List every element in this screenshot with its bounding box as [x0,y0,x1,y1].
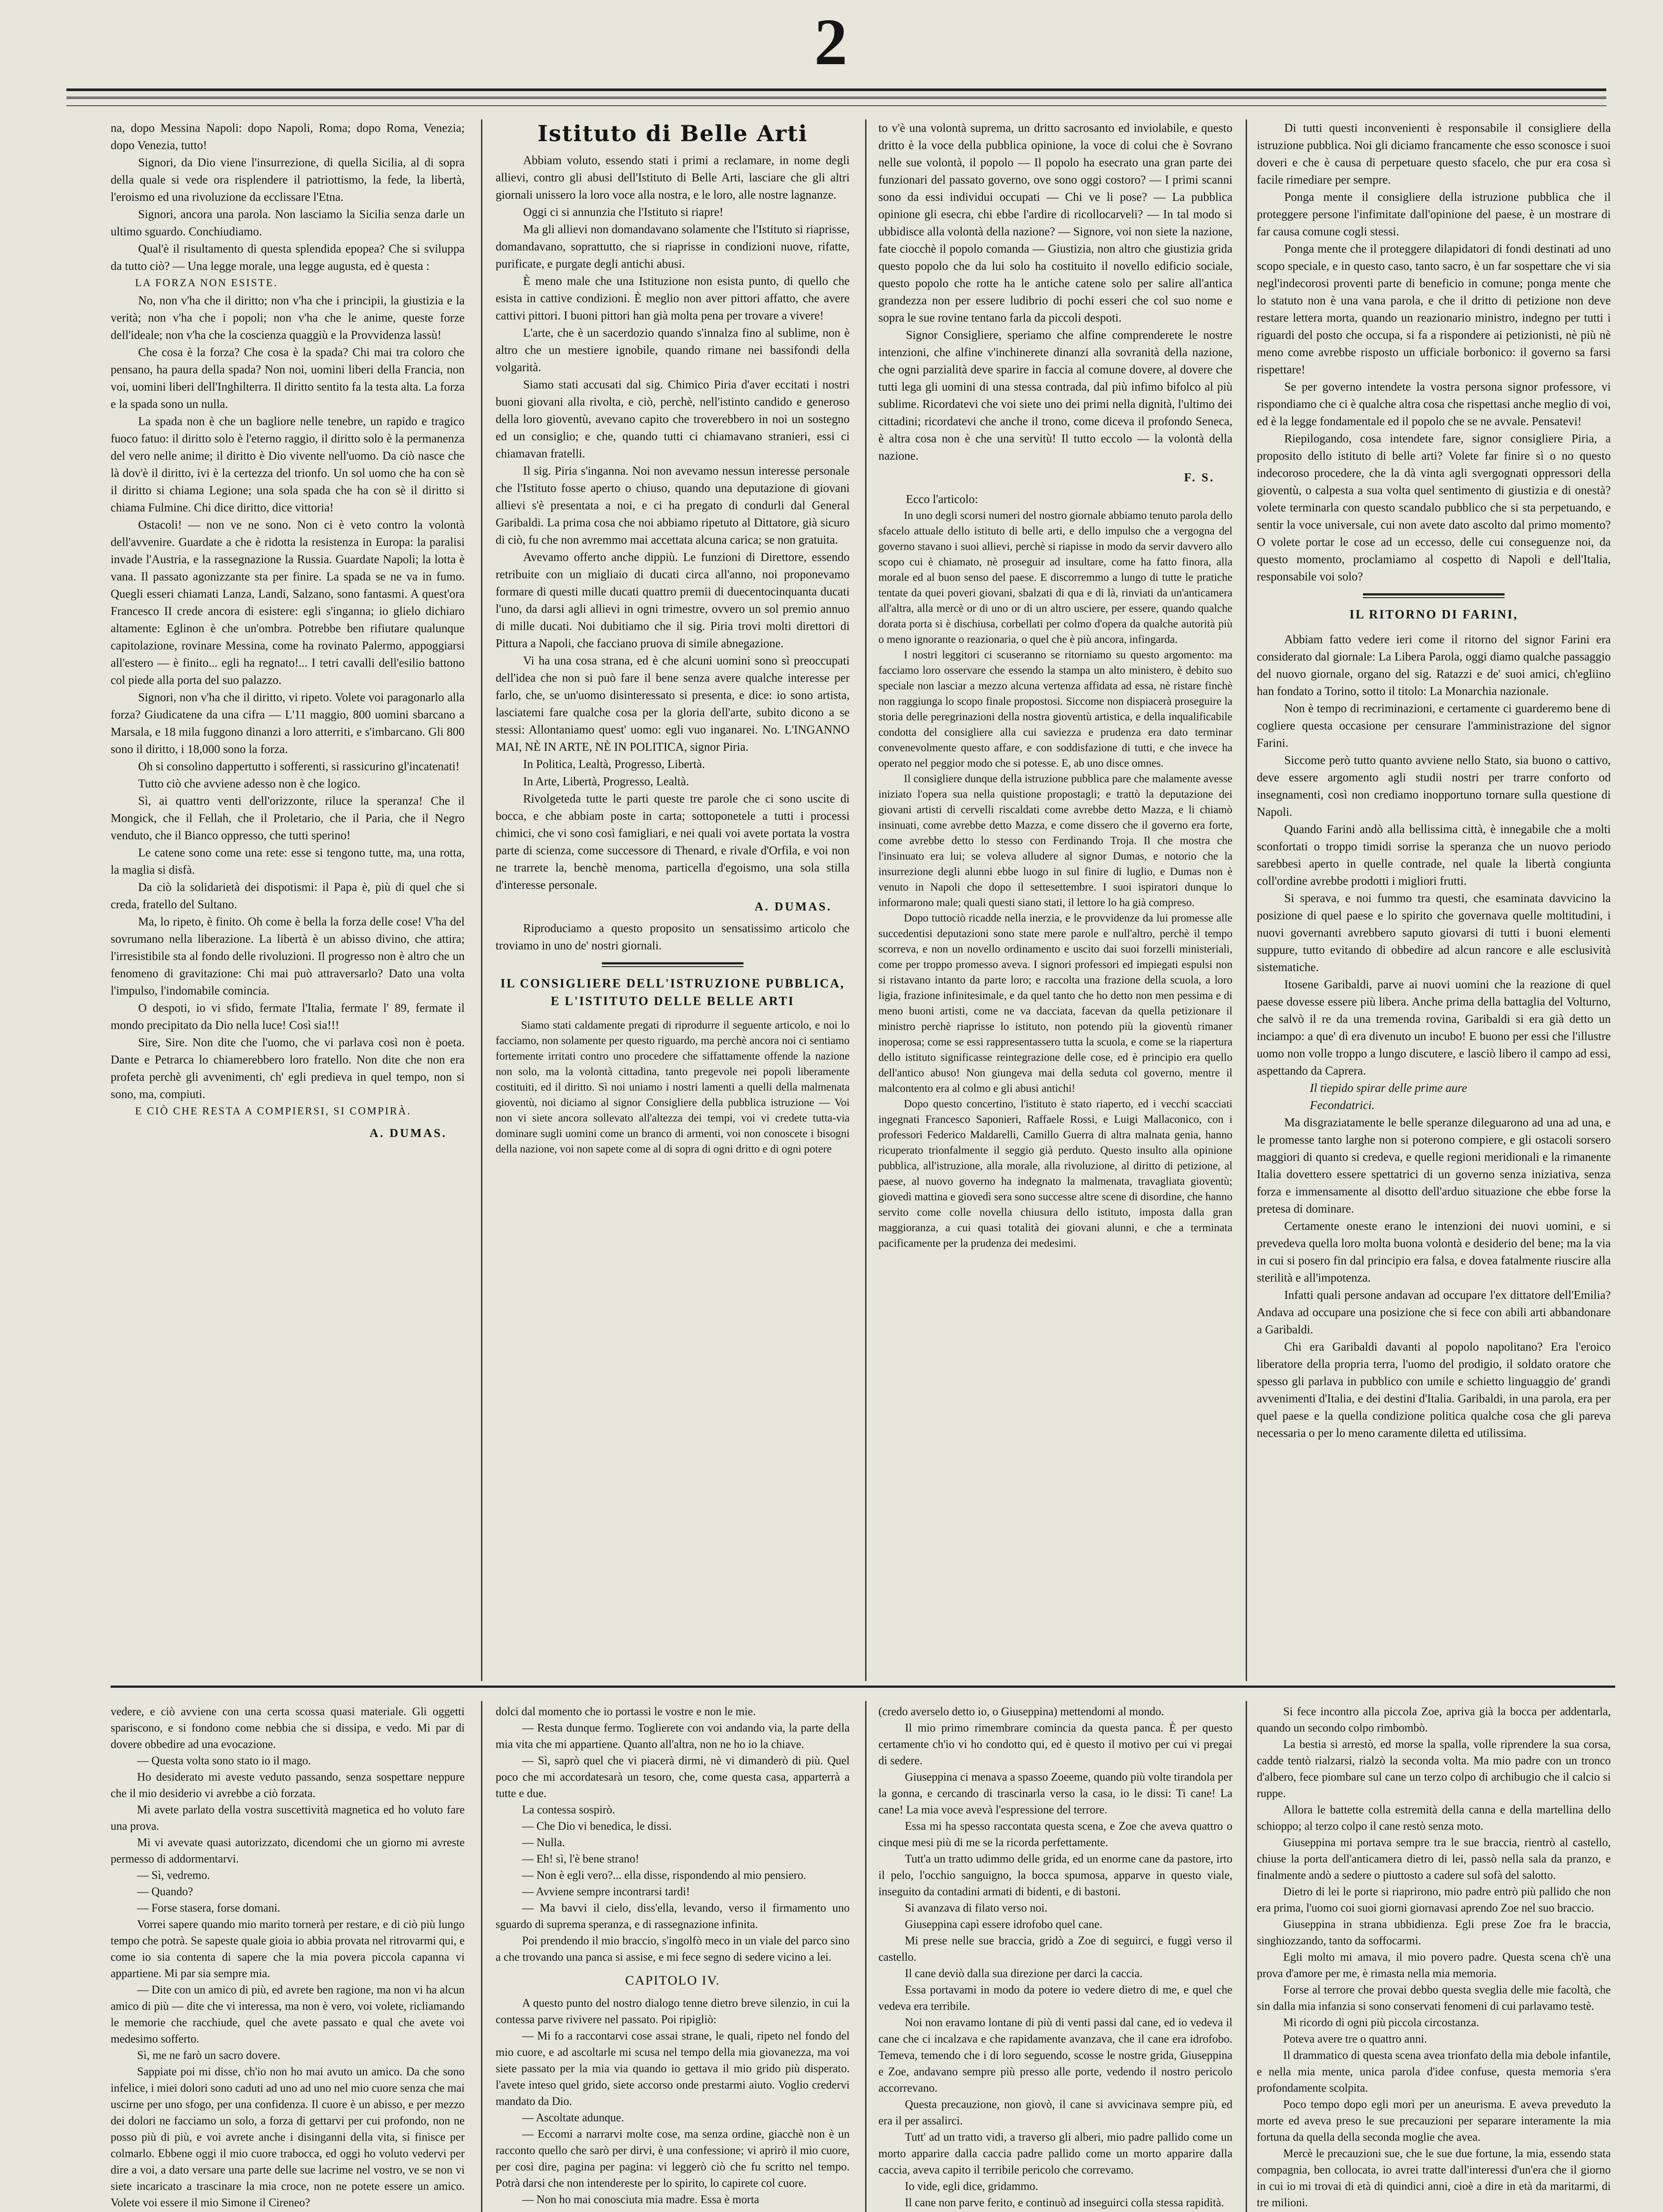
paragraph: Avevamo offerto anche dippiù. Le funzioni di Direttore, essendo retribuite con un migliaio di ducati circa all'anno, noi proponevamo formare di questi mille ducati quattro premii di duecentocinquanta ducati l'uno, da darsi agli allievi in ogni trimestre, ovvero un sol premio annuo di mille ducati. Noi dubitiamo che il sig. Piria trovi molti direttori di Pittura a Napoli, che facciano pruova di simile abnegazione. [496,550,850,650]
paragraph: Ma gli allievi non domandavano solamente che l'Istituto si riaprisse, domandavano, soprattutto, che si riaprisse in condizioni nuove, rifatte, purificate, e purgate degli antichi abusi. [496,223,850,270]
paragraph: Qual'è il risultamento di questa splendida epopea? Che si sviluppa da tutto ciò? — Una legge morale, una legge augusta, ed è questa : [111,242,465,273]
paragraph: Sì, me ne farò un sacro dovere. [137,2049,281,2062]
paragraph: Sappiate poi mi disse, ch'io non ho mai avuto un amico. Da che sono infelice, i miei dolori sono caduti ad uno ad uno nel mio cuore senza che mai uscirne per uno sfogo, per una confidenza. Il cuore è un abisso, e per mezzo dei dolori ne facciamo un solo, a forza di gettarvi per cui profondo, non ne posso più di più, e voi avrete anche i disinganni della vita, si finisce per colmarlo. Ebbene oggi il mio cuore trabocca, ed oggi ho voluto vedervi per dire a voi, a dato versare una parte delle sue lacrime nel vostro, ve se non vi siete incaricato a trascinare la mia croce, non ne potete essere un amico. Volete voi essere il mio Simone il Cireneo? [111,2065,465,2209]
feuilleton [0,1694,1663,2212]
paragraph: Di tutti questi inconvenienti è responsabile il consigliere della istruzione pubblica. Noi gli diciamo francamente che esso sconosce i suoi doveri e che è causa di perpetuare questo sfacelo, che pur era cosa sì facile rimediare per sempre. [1257,121,1611,186]
paragraph: Giuseppina mi portava sempre tra le sue braccia, rientrò al castello, chiuse la porta dell'anticamera dietro di lei, passò nella sala da pranzo, e finalmente andò a sedere o piuttosto a cadere sul sofà del salotto. [1257,1836,1611,1882]
chapter-heading: CAPITOLO IV. [625,1973,720,1988]
paragraph: — Sì, saprò quel che vi piacerà dirmi, nè vi dimanderò di più. Quel poco che mi accordatesarà un tesoro, che, come questa casa, apparterrà a tutte e due. [496,1754,850,1800]
paragraph: Quando Farini andò alla bellissima città, è innegabile che a molti sconfortati o troppo timidi sorrise la speranza che un nuovo periodo sarebbesi aperto in quelle contrade, nel quale la libertà congiunta coll'ordine avrebbe prodotti i migliori frutti. [1257,822,1611,887]
verse-line: Il tiepido spirar delle prime aure [1310,1081,1467,1094]
column-rule [481,119,482,1681]
paragraph: Siamo stati caldamente pregati di riprodurre il seguente articolo, e noi lo facciamo, non solamente per questo riguardo, ma perchè ancora noi ci sentiamo fortemente irritati contro uno procedere che siffattamente offende la nazione non solo, ma la volontà cittadina, tanto pregevole nei popoli liberamente costituiti, ed il diritto. Sì noi uniamo i nostri lamenti a quelli della malmenata gioventù, noi diciamo al signor Consigliere della pubblica istruzione — Voi non vi siete ancora sollevato all'altezza dei tempi, voi vi credete tutta-via dominare sugli uomini come un branco di armenti, voi non conoscete i bisogni della nazione, voi non sapete come al di sopra di ogni dritto e di ogni potere [496,1019,850,1155]
paragraph: Il consigliere dunque della istruzione pubblica pare che malamente avesse iniziato l'opera sua nella quistione propostagli; e trattò la deputazione dei giovani artisti di cervelli riscaldati come avrebbe detto Mazza, e li chiamò insinuati, come avrebbe detto Mazza, e come dissero che il governo era forte, come avrebbe detto lo stesso con Ferdinando Troja. Il che mostra che l'insinuato era lui; se voleva alludere al signor Dumas, e notorio che la insurrezione degli alunni ebbe luogo in sul finire di luglio, e Dumas non è venuto in Napoli che dopo il settesettembre. I suoi ispiratori dunque lo informarono male; quali questi siano stati, il lettore lo ha già compreso. [878,773,1232,909]
paragraph: Il cane deviò dalla sua direzione per darci la caccia. [905,1967,1143,1980]
intro-line: Ecco l'articolo: [906,492,978,506]
column-rule [865,119,866,1681]
paragraph: Signori, non v'ha che il diritto, vi ripeto. Volete voi paragonarlo alla forza? Giudicatene da una cifra — L'11 maggio, 800 uomini sbarcano a Marsala, e 18 mila fuggono dinanzi a loro atterriti, e s'imbarcano. Gli 800 sono il diritto, i 18,000 sono la forza. [111,691,465,756]
paragraph: Da ciò la solidarietà dei dispotismi: il Papa è, più di quel che si creda, fratello del Sultano. [111,880,465,911]
paragraph: Abbiam voluto, essendo stati i primi a reclamare, in nome degli allievi, contro gli abusi dell'Istituto di Belle Arti, lasciare che gli altri giornali unissero la loro voce alla nostra, e le loro, alle nostre lagnanze. [496,154,850,201]
paragraph: Sire, Sire. Non dite che l'uomo, che vi parlava così non è poeta. Dante e Petrarca lo chiamerebbero loro fratello. Non dite che non era profeta perchè gli avvenimenti, ch' egli predieva in quel tempo, non si sono, ma, compiuti. [111,1036,465,1101]
paragraph: — Ma bavvi il cielo, diss'ella, levando, verso il firmamento uno sguardo di suprema speranza, e di rassegnazione infinita. [496,1901,850,1931]
paragraph: — Mi fo a raccontarvi cose assai strane, le quali, ripeto nel fondo del mio cuore, e ad ascoltarle mi scusa nel tempo della mia giovanezza, ma voi siete passato per la mia via quando io gettava il mio grido più disperato. l'avete inteso quel grido, siete accorso onde prestarmi aiuto. Voglio credervi mandato da Dio. [496,2029,850,2108]
paragraph: Dopo tuttociò ricadde nella inerzia, e le provvidenze da lui promesse alle succedentisi deputazioni sono state mere parole e null'altro, perchè il tempo scorreva, e non un novello ordinamento e uscito dai suoi forzelli ministeriali, come per troppo promesso aveva. I signori professori ed impiegati espulsi non si ristavano intanto da parte loro; e raccolta una frazione della scuola, a loro ligia, frazione infinitesimale, e da quel tanto che ho detto non men pessima e di meno buoni artisti, come ne va dacciata, facevan da quella petizionare il ministro perchè riaprisse lo istituto, non potendo più la gioventù rimaner inoperosa; come se essi rappresentassero tutta la scuola, e come se la riapertura dello istituto significasse reintegrazione delle cose, ed è principio era quello dell'antico abuso! Non giungeva mai della seduta col governo, mentre il malcontento era al colmo e gli abusi antichi! [878,912,1232,1094]
paragraph: Si sperava, e noi fummo tra questi, che esaminata davvicino la posizione di quel paese e lo spirito che governava quelle moltitudini, i nuovi governanti avrebbero saputo giovarsi di tutti i buoni elementi suppure, tutto evitando di obbedire ad alcun rancore e alle esclusività sistematiche. [1257,891,1611,974]
headline-istituto: Istituto di Belle Arti [537,120,808,146]
paragraph: Signori, ancora una parola. Non lasciamo la Sicilia senza darle un ultimo sguardo. Conchiudiamo. [111,207,465,238]
paragraph: La bestia si arrestò, ed morse la spalla, volle riprendere la sua corsa, cadde tentò rialzarsi, rialzò la seconda volta. Ma mio padre con un tronco d'albero, fece piombare sul cane un terzo colpo di archibugio che il calcio si ruppe. [1257,1738,1611,1800]
paragraph: — Forse stasera, forse domani. [137,1901,281,1914]
feuilleton-column-4 [1257,1703,1611,2212]
masthead-rule [66,88,1606,106]
paragraph: I nostri leggitori ci scuseranno se ritorniamo su questo argomento: ma facciamo loro osservare che essendo la stampa un alto ministero, è debito suo speciale non lasciar a mezzo alcuna vertenza affidata ad essa, nè ristare finchè non raggiunga lo scopo finale propostosi. Siccome non dispiacerà proseguire la storia delle peregrinazioni della nostra gioventù artistica, e della inqualificabile condotta del consigliere alla cui saviezza e prudenza era dato terminar convenevolmente questo affare, e con soddisfazione di tutti, e che invece ha operato nel peggior modo che si potesse. E, ab uno disce omnes. [878,649,1232,769]
paragraph: Tutto ciò che avviene adesso non è che logico. [138,777,361,790]
paragraph: Mi prese nelle sue braccia, gridò a Zoe di seguirci, e fuggì verso il castello. [878,1934,1232,1963]
paragraph: Il mio primo rimembrare comincia da questa panca. È per questo certamente ch'io vi ho condotto qui, ed è questo il motivo per cui vi pregai di sedere. [878,1721,1232,1767]
paragraph: Oggi ci si annunzia che l'Istituto si riapre! [523,205,724,219]
paragraph: Si fece incontro alla piccola Zoe, apriva già la bocca per addentarla, quando un secondo colpo rimbombò. [1257,1705,1611,1734]
paragraph: Il drammatico di questa scena avea trionfato della mia debole infantile, e nella mia mente, unica parola d'idee confuse, questa memoria s'era profondamente scolpita. [1257,2049,1611,2094]
feuilleton-column-1 [111,1703,465,2212]
paragraph: Vi ha una cosa strana, ed è che alcuni uomini sono sì preoccupati dell'idea che non si può fare il bene senza avere qualche interesse per farlo, che, se un'uomo disinteressato si presenta, e dice: io sono artista, lasciatemi fare qualche cosa per la gloria dell'arte, subito dicono a se stessi: Allontaniamo quest' uomo: egli vuo inganarei. No. L'INGANNO MAI, NÈ IN ARTE, NÈ IN POLITICA, signor Piria. [496,654,850,753]
paragraph: Infatti quali persone andavan ad occupare l'ex dittatore dell'Emilia? Andava ad occupare una posizione che si fece con abili arti abbandonare a Garibaldi. [1257,1288,1611,1336]
paragraph: Chi era Garibaldi davanti al popolo napolitano? Era l'eroico liberatore della propria terra, l'uomo del prodigio, il soldato oratore che spesso gli parlava in pubblico con umile e schietto linguaggio de' grandi avvenimenti d'Italia, e dei destini d'Italia. Garibaldi, in una parola, era per quel paese e la quella condizione politica qualche cosa che gli pareva necessaria o per lo meno caramente diletta ed utilissima. [1257,1340,1611,1440]
paragraph: Sì, ai quattro venti dell'orizzonte, riluce la speranza! Che il Mongick, che il Fellah, che il Proletario, che il Paria, che il Negro venduto, che il Bianco oppresso, che tutti sperino! [111,794,465,842]
paragraph: Ostacoli! — non ve ne sono. Non ci è veto contro la volontà dell'avvenire. Guardate a che è ridotta la resistenza in Europa: la paralisi invade l'Austria, e la rassegnazione la Russia. Guardate Napoli; la lotta è vana. Il passato agonizzante sta per finire. La spada se ne va in fumo. Quegli esseri chiamati Lanza, Landi, Salzano, sono fantasmi. A quest'ora Francesco II crede ancora di esistere: egli s'inganna; io glielo dichiaro altamente: Eglinon è che un'ombra. Potrebbe ben rifiutare qualunque capitolazione, rovinare Messina, come ha rovinato Palermo, appoggiarsi all'estero — è finito... egli ha regnato!... I tetri cavalli dell'esilio battono col piede alla porta del suo palazzo. [111,518,465,687]
section-title: IL CONSIGLIERE DELL'ISTRUZIONE PUBBLICA, E L'ISTITUTO DELLE BELLE ARTI [500,977,845,1008]
paragraph: È meno male che una Istituzione non esista punto, di quello che esista in cattive condizioni. È meglio non aver pittori affatto, che avere cattivi pittori. I buoni pittori han già molta pena per trovare a vivere! [496,274,850,322]
paragraph: — Questa volta sono stato io il mago. [137,1754,311,1767]
paragraph: Mi vi avevate quasi autorizzato, dicendomi che un giorno mi avreste permesso di addormentarvi. [111,1836,465,1865]
paragraph: to v'è una volontà suprema, un dritto sacrosanto ed inviolabile, e questo dritto è la voce della pubblica opinione, la voce di colui che è Sovrano nelle sue volontà, il popolo — Il popolo ha esecrato una gran parte dei funzionari del passato governo, ove sono oggi costoro? — I primi scanni sono da essi individui occupati — Chi ve li pose? — La pubblica opinione gli esecra, chi ebbe l'ardire di ricollocarveli? — In tal modo si ubbidisce alla volontà della nazione? — Signore, voi non siete la nazione, fate ciocchè il popolo comanda — Giustizia, non altro che giustizia grida questo popolo che da lui solo ha costituito il novello edificio sociale, questo popolo che rotte ha le antiche catene solo per salire all'antica grandezza non per essere ludibrio di pochi esseri che col suo nome e sopra le sue rovine tentano farla da piccoli despoti. [878,121,1232,324]
paragraph: Dietro di lei le porte si riaprirono, mio padre entrò più pallido che non era prima, l'uomo coi suoi giorni giornavasi aprendo Zoe nel suo braccio. [1257,1885,1611,1914]
paragraph: L'arte, che è un sacerdozio quando s'innalza fino al sublime, non è altro che un mestiere ignobile, quando rimane nei bassifondi della volgarità. [496,326,850,374]
paragraph: — Dite con un amico di più, ed avrete ben ragione, ma non vi ha alcun amico di più — dite che vi interessa, ma non è vero, voi volete, ricliamando le memorie che racchiude, quel che avete passato e qual che avete voi medesimo sofferto. [111,1983,465,2045]
paragraph: Giuseppina in strana ubbidienza. Egli prese Zoe fra le braccia, singhiozzando, tanto da soffocarmi. [1257,1918,1611,1947]
paragraph: Se per governo intendete la vostra persona signor professore, vi rispondiamo che ci è qualche altra cosa che rispettasi anche meglio di voi, ed è la legge fondamentale ed il popolo che se ne avvale. Pensatevi! [1257,380,1611,428]
paragraph: — Che Dio vi benedica, le dissi. [522,1820,672,1832]
paragraph: na, dopo Messina Napoli: dopo Napoli, Roma; dopo Roma, Venezia; dopo Venezia, tutto! [111,121,465,152]
paragraph: Ponga mente il consigliere della istruzione pubblica che il proteggere persone l'infimitate dall'opinione del paese, è un mostrare di far causa comune cogli stessi. [1257,190,1611,238]
paragraph: vedere, e ciò avviene con una certa scossa quasi materiale. Gli oggetti spariscono, e si fondono come nebbia che si dissipa, e vedo. Mi par di dovere obbedire ad una evocazione. [111,1705,465,1751]
paragraph: Poteva avere tre o quattro anni. [1283,2032,1427,2045]
paragraph: Egli molto mi amava, il mio povero padre. Questa scena ch'è una prova d'amore per me, è rimasta nella mia memoria. [1257,1951,1611,1980]
paragraph: Noi non eravamo lontane di più di venti passi dal cane, ed io vedeva il cane che ci incalzava e che rapidamente avanzava, che il cane era idrofobo. Temeva, temendo che i di loro seguendo, scosse le nostre grida, Giuseppina e Zoe, andavano sempre più presso alle porte, vedendo il nostro pericolo accorrevano. [878,2016,1232,2094]
paragraph: Tutt' ad un tratto vidi, a traverso gli alberi, mio padre pallido come un morto apparire dalla caccia padre pallido come un morto apparire dalla caccia, aveva capito il terribile pericolo che correvamo. [878,2131,1232,2176]
paragraph: Essa portavami in modo da potere io vedere dietro di me, e quel che vedeva era terribile. [878,1983,1232,2012]
paragraph: La contessa sospirò. [522,1803,615,1816]
signature: A. DUMAS. [370,1126,447,1140]
paragraph: Ponga mente che il proteggere dilapidatori di fondi destinati ad uno scopo speciale, e in questo caso, tanto sacro, è un far sospettare che vi sia negl'indecorosi proventi parte di beneficio in comune; ponga mente che lo statuto non è una vana parola, e che il dritto di petizione non deve restare lettera morta, quando un reazionario ministro, indegno per tutti i riguardi del posto che occupa, si fa a rispondere ai petizionisti, nè più nè meno come avrebbe risposto un ufficiale borbonico: il governo sa farsi rispettare! [1257,242,1611,376]
paragraph: Forse al terrore che provai debbo questa sveglia delle mie facoltà, che sin dalla mia infanzia si sono conservati fenomeni di cui parlavamo testè. [1257,1983,1611,2012]
paragraph: — Eccomi a narrarvi molte cose, ma senza ordine, giacchè non è un racconto quello che sarò per dirvi, è una confessione; vi aprirò il mio cuore, per così dire, pagina per pagina: vi leggerò ciò che fu scritto nel tempo. Potrà darsi che non intendereste per lo spirito, lo capirete col cuore. [496,2128,850,2189]
paragraph: Giuseppina ci menava a spasso Zoeeme, quando più volte tirandola per la gonna, e cercando di trascinarla verso la casa, io le dissi: Ti cane! La cane! La mia voce avevà l'espressione del terrore. [878,1770,1232,1816]
paragraph: La spada non è che un bagliore nelle tenebre, un rapido e tragico fuoco fatuo: il diritto solo è l'eterno raggio, il diritto solo è la permanenza del vero nelle anime; il diritto è Dio vivente nell'uomo. Da ciò nasce che là dov'è il diritto, ivi è la certezza del trionfo. Un sol uomo che ha con sè il diritto si chiama Legione; una sola spada che ha con sè il diritto si chiama Fulmine. Chi dice diritto, dice vittoria! [111,415,465,514]
paragraph: — Resta dunque fermo. Toglierete con voi andando via, la parte della mia vita che mi appartiene. Quanto all'altra, non ne ho io la chiave. [496,1721,850,1751]
paragraph: LA FORZA NON ESISTE. [135,277,278,289]
paragraph: Non è tempo di recriminazioni, e certamente ci guarderemo bene di cogliere questa occasione per censurare l'amministrazione del signor Farini. [1257,702,1611,749]
paragraph: Vorrei sapere quando mio marito tornerà per restare, e di ciò più lungo tempo che potrà. Se sapeste quale gioia io abbia provata nel ritrovarmi qui, e come io sia contenta di sapere che la mia povera piccola capanna vi appartiene. Mi par sia sempre mia. [111,1918,465,1980]
paragraph: Oh si consolino dappertutto i sofferenti, si rassicurino gl'incatenati! [138,760,460,773]
paragraph: Certamente oneste erano le intenzioni dei nuovi uomini, e si prevedeva quella loro molta buona volontà e desiderio del bene; ma la via in cui si posero fin dal principio era falsa, e dovea fatalmente riuscire alla sterilità e all'impotenza. [1257,1219,1611,1284]
paragraph: In Politica, Lealtà, Progresso, Libertà. [523,757,705,771]
signature: F. S. [1184,471,1215,484]
paragraph: In uno degli scorsi numeri del nostro giornale abbiamo tenuto parola dello sfacelo attuale dello istituto di belle arti, e dello impulso che a vergogna del governo stavano i suoi allievi, perchè si riapisse in modo da servir davvero allo scopo cui è chiamato, nè proseguir ad insultare, come ha fatto finora, alla morale ed al buon senso del paese. E discorremmo a lungo di tutte le pratiche tentate da quei poveri giovani, sbalzati di qua e di là, rinviati da un'anticamera all'altra, alla mercè or di uno or di un altro usciere, per essere, quando qualche dorata porta si è dischiusa, corbellati per colmo d'opera da qualche autorità più o meno ignorante o reazionaria, o quel che è più ancora, infingarda. [878,510,1232,645]
paragraph: — Avviene sempre incontrarsi tardi! [522,1885,690,1898]
paragraph: O despoti, io vi sfido, fermate l'Italia, fermate l' 89, fermate il mondo precipitato da Dio nella luce! Così sia!!! [111,1001,465,1032]
paragraph: Signor Consigliere, speriamo che alfine comprenderete le nostre intenzioni, che alfine v'inchinerete dinanzi alla sovranità della nazione, che ogni parzialità deve sparire in faccia al comune dovere, al dovere che tutti lega gli uomini di una stessa contrada, dal più infimo bifolco al più sublime. Ricordatevi che voi siete uno dei primi nella dignità, l'ultimo dei cittadini; ricordatevi che anche il trono, come diceva il profondo Seneca, è altra cosa non è che una servitù! Il tutto eccolo — la volontà della nazione. [878,328,1232,462]
paragraph: Allora le battette colla estremità della canna e della martellina dello schioppo; al terzo colpo il cane restò senza moto. [1257,1803,1611,1832]
paragraph: In Arte, Libertà, Progresso, Lealtà. [523,775,689,788]
paragraph: E CIÒ CHE RESTA A COMPIERSI, SI COMPIRÀ. [135,1106,412,1117]
paragraph: Ma disgraziatamente le belle speranze dileguarono ad una ad una, e le promesse tanto larghe non si poterono compiere, e gli ostacoli sorsero maggiori di quanto si credeva, e quelle regioni meridionali e la rimanente Italia dovettero essere spettatrici di un governo senza iniziativa, senza forza e immensamente al disotto dell'arduo situazione che ebbe forse la pretesa di dominare. [1257,1116,1611,1215]
verse-line: Fecondatrici. [1310,1098,1375,1112]
feuilleton-rule [111,1686,1615,1688]
paragraph: Siccome però tutto quanto avviene nello Stato, sia buono o cattivo, deve essere argomento agli studii nostri per trarre conforto od insegnamenti, così non crediamo inopportuno tornare sulla questione di Napoli. [1257,753,1611,818]
paragraph: Ho desiderato mi aveste veduto passando, senza sospettare neppure che il mio desiderio vi avrebbe a ciò forzata. [111,1770,465,1800]
paragraph: Io vide, egli dice, gridammo. [905,2180,1038,2193]
paragraph: Abbiam fatto vedere ieri come il ritorno del signor Farini era considerato dal giornale: La Libera Parola, oggi diamo qualche passaggio del nuovo giornale, organo del sig. Ratazzi e de' suoi amici, ch'egliino han fondato a Torino, sotto il titolo: La Monarchia nazionale. [1257,633,1611,698]
column-rule [1246,119,1247,1681]
feuilleton-column-3 [878,1703,1232,2211]
paragraph: Signori, da Dio viene l'insurrezione, di quella Sicilia, al di sopra della quale si vede ora risplendere il patriottismo, la fede, la libertà, l'eroismo ed una rivoluzione da ecclissare l'Etna. [111,156,465,204]
paragraph: — Non ho mai conosciuta mia madre. Essa è morta [522,2193,759,2206]
column-2 [496,119,850,1157]
paragraph: — Nulla. [522,1836,565,1849]
paragraph: Il sig. Piria s'inganna. Noi non avevamo nessun interesse personale che l'Istituto fosse aperto o chiuso, quando una deputazione di giovani allievi s'è presentata a noi, e ci ha pregato di condurli dal General Garibaldi. La prima cosa che noi abbiamo ripetuto al Dittatore, già sicuro di ciò, fu che non avremmo mai accettata alcuna carica; se non gratuita. [496,464,850,546]
intro-paragraph: Riproduciamo a questo proposito un sensatissimo articolo che troviamo in uno de' nostri giornali. [496,922,850,952]
paragraph: Giuseppina capì essere idrofobo quel cane. [905,1918,1102,1931]
paragraph: Questa precauzione, non giovò, il cane si avvicinava sempre più, ed era il per assalirci. [878,2098,1232,2127]
column-4 [1257,119,1611,1442]
separator [602,962,743,967]
column-1 [111,119,465,1146]
paragraph: Che cosa è la forza? Che cosa è la spada? Chi mai tra coloro che pensano, ha paura della spada? Non noi, uomini liberi della Francia, non voi, uomini liberi dell'Inghilterra. Il diritto sentito fa la testa alta. La forza e la spada sono un nulla. [111,346,465,411]
paragraph: Rivolgeteda tutte le parti queste tre parole che ci sono uscite di bocca, e che abbiam poste in carta; sottoponetele a tutti i processi chimici, che vi sono così famigliari, e nei quali voi avete portata la vostra parte di scienza, come successore di Thenard, e rivale d'Orfila, e voi non ne trarrete la, benchè menoma, particella d'egoismo, una sola stilla d'interesse personale. [496,792,850,891]
paragraph: Siamo stati accusati dal sig. Chimico Piria d'aver eccitati i nostri buoni giovani alla rivolta, e ciò, perchè, nell'istinto candido e generoso della loro gioventù, avevano capito che troverebbero in noi un sostegno ed un consiglio; e che, quando tutti ci chiamavano stranieri, essi ci chiamavan fratelli. [496,378,850,460]
paragraph: — Non è egli vero?... ella disse, rispondendo al mio pensiero. [522,1869,806,1882]
paragraph: Poi prendendo il mio braccio, s'ingolfò meco in un viale del parco sino a che trovando una panca si assise, e mi fece segno di sedere vicino a lei. [496,1934,850,1963]
section-title: IL RITORNO DI FARINI, [1349,608,1518,622]
paragraph: — Sì, vedremo. [137,1869,210,1882]
paragraph: — Ascoltate adunque. [522,2111,624,2124]
paragraph: Tutt'a un tratto udimmo delle grida, ed un enorme cane da pastore, irto il pelo, l'occhio sanguigno, la bocca spumosa, apparve in questo viale, inseguito da contadini armati di bidenti, e di bastoni. [878,1852,1232,1898]
paragraph: — Eh! sì, l'è bene strano! [522,1852,639,1865]
paragraph: Dopo questo concertino, l'istituto è stato riaperto, ed i vecchi scacciati ingegnati Francesco Saponieri, Raffaele Rossi, e Luigi Mallaconico, con i professori Federico Maldarelli, Camillo Guerra di altra malnata genia, hanno ricuperato trionfalmente il seggio già perduto. Questo insulto alla opinione pubblica, all'istruzione, alla morale, alla rivoluzione, al diritto di petizione, al paese, al nuovo governo ha indegnato la malmenata, travagliata gioventù; giovedì mattina e giovedì sera sono successe altre scene di disordine, che hanno servito come colle novella chiusura dello istituto, imposta dalla gran maggioranza, a cui quasi totalità dei giovani alunni, e che a terminata pacificamente per la prudenza dei medesimi. [878,1098,1232,1249]
paragraph: Itosene Garibaldi, parve ai nuovi uomini che la reazione di quel paese dovesse essere più libera. Anche prima della battaglia del Volturno, che salvò il re da una tremenda rovina, Garibaldi si era già detto un inciampo: a que' dì era divenuto un incubo! E buono per essi che l'illustre uomo non volle troppo a lungo discutere, e lasciò libero il campo ad essi, aspettando da Caprera. [1257,978,1611,1077]
paragraph: (credo averselo detto io, o Giuseppina) mettendomi al mondo. [878,1705,1164,1718]
paragraph: Ma, lo ripeto, è finito. Oh come è bella la forza delle cose! V'ha del sovrumano nella liberazione. La libertà è un abisso divino, che attira; l'irresistibile sta al fondo delle rivoluzioni. Il progresso non è altro che un fenomeno di gravitazione: Chi mai può attraversarlo? Dato una volta l'impulso, l'indomabile comincia. [111,915,465,997]
paragraph: Si avanzava di filato verso noi. [905,1901,1047,1914]
paragraph: Mi avete parlato della vostra suscettività magnetica ed ho voluto fare una prova. [111,1803,465,1832]
paragraph: Mercè le precauzioni sue, che le sue due fortune, la mia, essendo stata compagnia, ben collocata, io avrei tratte dall'interessi d'un'era che il giorno in cui io mi trovai di età di quindici anni, cioè a dire in età da maritarmi, di tre milioni. [1257,2147,1611,2209]
paragraph: Le catene sono come una rete: esse si tengono tutte, ma, una rotta, la maglia si disfà. [111,846,465,876]
paragraph: dolci dal momento che io portassi le vostre e non le mie. [496,1705,756,1718]
paragraph: — Quando? [137,1885,193,1898]
paragraph: A questo punto del nostro dialogo tenne dietro breve silenzio, in cui la contessa parve rivivere nel passato. Poi ripigliò: [496,1997,850,2026]
paragraph: Riepilogando, cosa intendete fare, signor consigliere Piria, a proposito dello istituto di belle arti? Volete far finire sì o no questo indecoroso procedere, che la dà vinta agli svergognati oppressori della gioventù, o calpesta a sua volta quel sentimento di giustizia e di onestà? volete terminarla con questo scandalo pubblico che si sta perpetuando, e sentir la voce universale, cui non avete dato ascolto dal primo momento? O volete portar le cose ad un eccesso, delle cui conseguenze noi, da questo momento, proclamiamo al cospetto di Napoli e dell'Italia, responsabile voi solo? [1257,432,1611,583]
paragraph: Essa mi ha spesso raccontata questa scena, e Zoe che aveva quattro o cinque mesi più di me se la ricorda perfettamente. [878,1820,1232,1849]
page-number: 2 [814,5,847,79]
paragraph: Il cane non parve ferito, e continuò ad inseguirci colla stessa rapidità. [905,2196,1224,2209]
paragraph: Poco tempo dopo egli morì per un aneurisma. E aveva preveduto la morte ed aveva preso le sue precauzioni per separare interamente la mia fortuna da quella della seconda moglie che avea. [1257,2098,1611,2143]
signature: A. DUMAS. [755,900,832,913]
column-3 [878,119,1232,1251]
feuilleton-column-2 [496,1703,850,2208]
paragraph: No, non v'ha che il diritto; non v'ha che i principii, la giustizia e la verità; non v'ha che i popoli; non v'ha che le anime, queste forze dell'ideale; non v'ha che la coscienza quaggiù e la Provvidenza lassù! [111,294,465,342]
paragraph: Mi ricordo di ogni più piccola circostanza. [1283,2016,1479,2029]
separator [1363,593,1505,598]
